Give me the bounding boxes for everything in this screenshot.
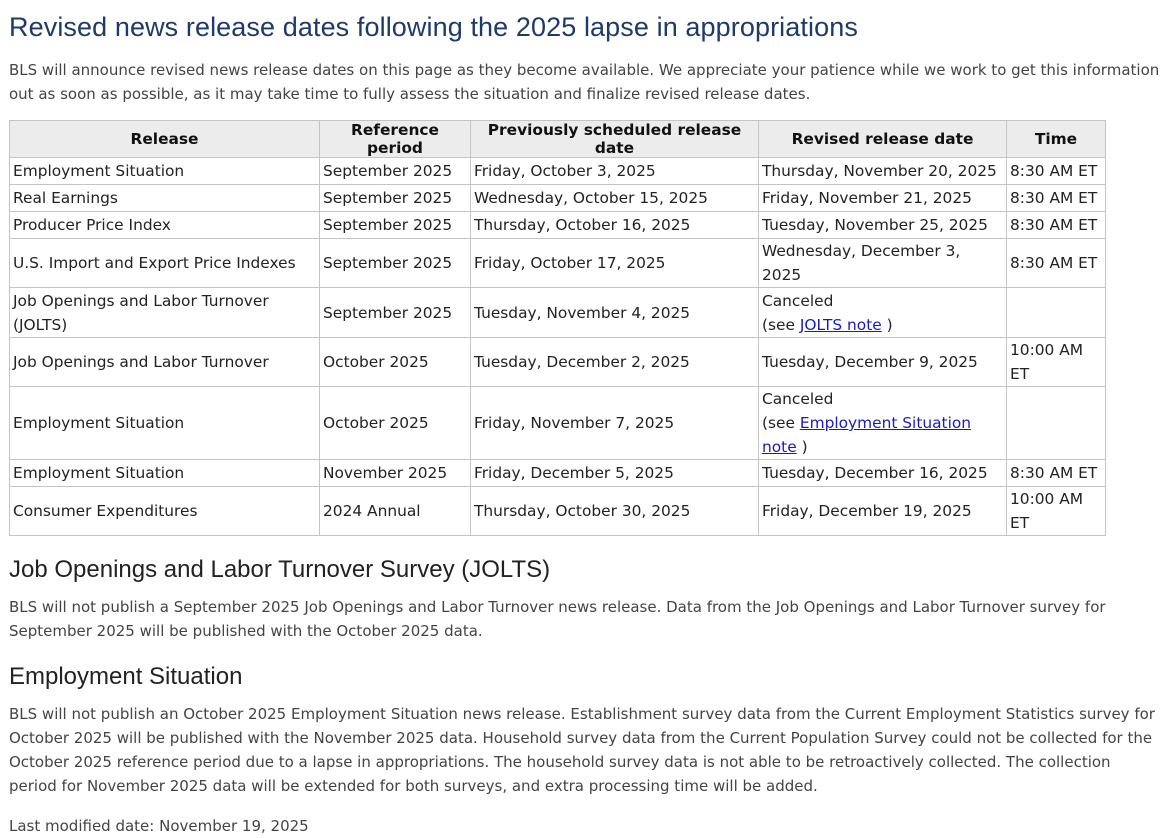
cell-previous: Thursday, October 30, 2025: [471, 487, 759, 536]
cell-time: 10:00 AM ET: [1007, 338, 1106, 387]
cell-previous: Friday, December 5, 2025: [471, 460, 759, 487]
cell-revised: Wednesday, December 3, 2025: [759, 239, 1007, 288]
cell-period: September 2025: [320, 288, 471, 338]
page-title: Revised news release dates following the 2025 lapse in appropriations: [9, 12, 858, 42]
cell-time: 10:00 AM ET: [1007, 487, 1106, 536]
cell-time: 8:30 AM ET: [1007, 212, 1106, 239]
cell-period: November 2025: [320, 460, 471, 487]
cell-release: Consumer Expenditures: [10, 487, 320, 536]
header-revised-date: Revised release date: [759, 121, 1007, 158]
cell-previous: Thursday, October 16, 2025: [471, 212, 759, 239]
cell-previous: Tuesday, December 2, 2025: [471, 338, 759, 387]
cell-period: September 2025: [320, 212, 471, 239]
jolts-heading: Job Openings and Labor Turnover Survey (JOLTS): [9, 556, 551, 583]
cell-previous: Tuesday, November 4, 2025: [471, 288, 759, 338]
cell-release: Employment Situation: [10, 387, 320, 460]
header-release: Release: [10, 121, 320, 158]
cell-revised: Tuesday, December 9, 2025: [759, 338, 1007, 387]
header-reference-period: Reference period: [320, 121, 471, 158]
cell-revised-canceled: [759, 288, 1007, 338]
table-row: [10, 185, 1106, 212]
cell-time: [1007, 288, 1106, 338]
header-previous-date: Previously scheduled release date: [471, 121, 759, 158]
cell-previous: Friday, October 17, 2025: [471, 239, 759, 288]
jolts-note-link[interactable]: JOLTS note: [799, 315, 882, 334]
table-row: [10, 239, 1106, 288]
cell-revised: Friday, November 21, 2025: [759, 185, 1007, 212]
cell-release: Employment Situation: [10, 460, 320, 487]
intro-paragraph: BLS will announce revised news release dates on this page as they become available. We appreciate your patience while we work to get this information out as soon as possible, as it may take time to fully assess the situation and finalize revised release dates.: [9, 61, 1160, 103]
cell-previous: Wednesday, October 15, 2025: [471, 185, 759, 212]
last-modified-date: Last modified date: November 19, 2025: [9, 817, 309, 835]
cell-previous: Friday, October 3, 2025: [471, 158, 759, 185]
table-row: [10, 288, 1106, 338]
employment-situation-note-link[interactable]: Employment Situation note: [762, 414, 972, 456]
cell-release: U.S. Import and Export Price Indexes: [10, 239, 320, 288]
cell-revised: Tuesday, December 16, 2025: [759, 460, 1007, 487]
see-suffix: ): [796, 438, 808, 456]
jolts-paragraph: BLS will not publish a September 2025 Job Openings and Labor Turnover news release. Data from the Job Openings and Labor Turnover survey for September 2025 will be published with the October 2025 data.: [9, 598, 1106, 640]
cell-time: [1007, 387, 1106, 460]
cell-period: September 2025: [320, 185, 471, 212]
cell-period: 2024 Annual: [320, 487, 471, 536]
cell-previous: Friday, November 7, 2025: [471, 387, 759, 460]
cell-release: Real Earnings: [10, 185, 320, 212]
see-suffix: ): [881, 315, 893, 334]
cell-revised: Tuesday, November 25, 2025: [759, 212, 1007, 239]
cell-period: October 2025: [320, 338, 471, 387]
cell-period: October 2025: [320, 387, 471, 460]
cell-period: September 2025: [320, 158, 471, 185]
table-header-row: [10, 121, 1106, 158]
jolts-section: [9, 556, 1162, 643]
table-row: [10, 487, 1106, 536]
table-row: [10, 460, 1106, 487]
table-row: [10, 387, 1106, 460]
table-row: [10, 158, 1106, 185]
cell-revised: Friday, December 19, 2025: [759, 487, 1007, 536]
see-prefix: (see: [762, 315, 800, 334]
employment-situation-section: [9, 663, 1162, 798]
cell-period: September 2025: [320, 239, 471, 288]
cell-time: 8:30 AM ET: [1007, 158, 1106, 185]
see-prefix: (see: [762, 414, 800, 432]
cell-time: 8:30 AM ET: [1007, 460, 1106, 487]
canceled-label: Canceled: [762, 291, 834, 310]
cell-time: 8:30 AM ET: [1007, 185, 1106, 212]
cell-revised: Thursday, November 20, 2025: [759, 158, 1007, 185]
release-dates-table: [9, 120, 1106, 536]
cell-release: Job Openings and Labor Turnover (JOLTS): [10, 288, 320, 338]
cell-release: Job Openings and Labor Turnover: [10, 338, 320, 387]
canceled-label: Canceled: [762, 390, 834, 408]
cell-revised-canceled: [759, 387, 1007, 460]
table-row: [10, 212, 1106, 239]
table-row: [10, 338, 1106, 387]
employment-situation-heading: Employment Situation: [9, 663, 243, 690]
cell-release: Producer Price Index: [10, 212, 320, 239]
cell-time: 8:30 AM ET: [1007, 239, 1106, 288]
header-time: Time: [1007, 121, 1106, 158]
employment-situation-paragraph: BLS will not publish an October 2025 Employment Situation news release. Establishment survey data from the Current Employment Statistics survey for October 2025 will be published with the November 2025 data. Household survey data from the Current Population Survey could not be collected for the October 2025 reference period due to a lapse in appropriations. The household survey data is not able to be retroactively collected. The collection period for November 2025 data will be extended for both surveys, and extra processing time will be added.: [9, 705, 1155, 795]
cell-release: Employment Situation: [10, 158, 320, 185]
